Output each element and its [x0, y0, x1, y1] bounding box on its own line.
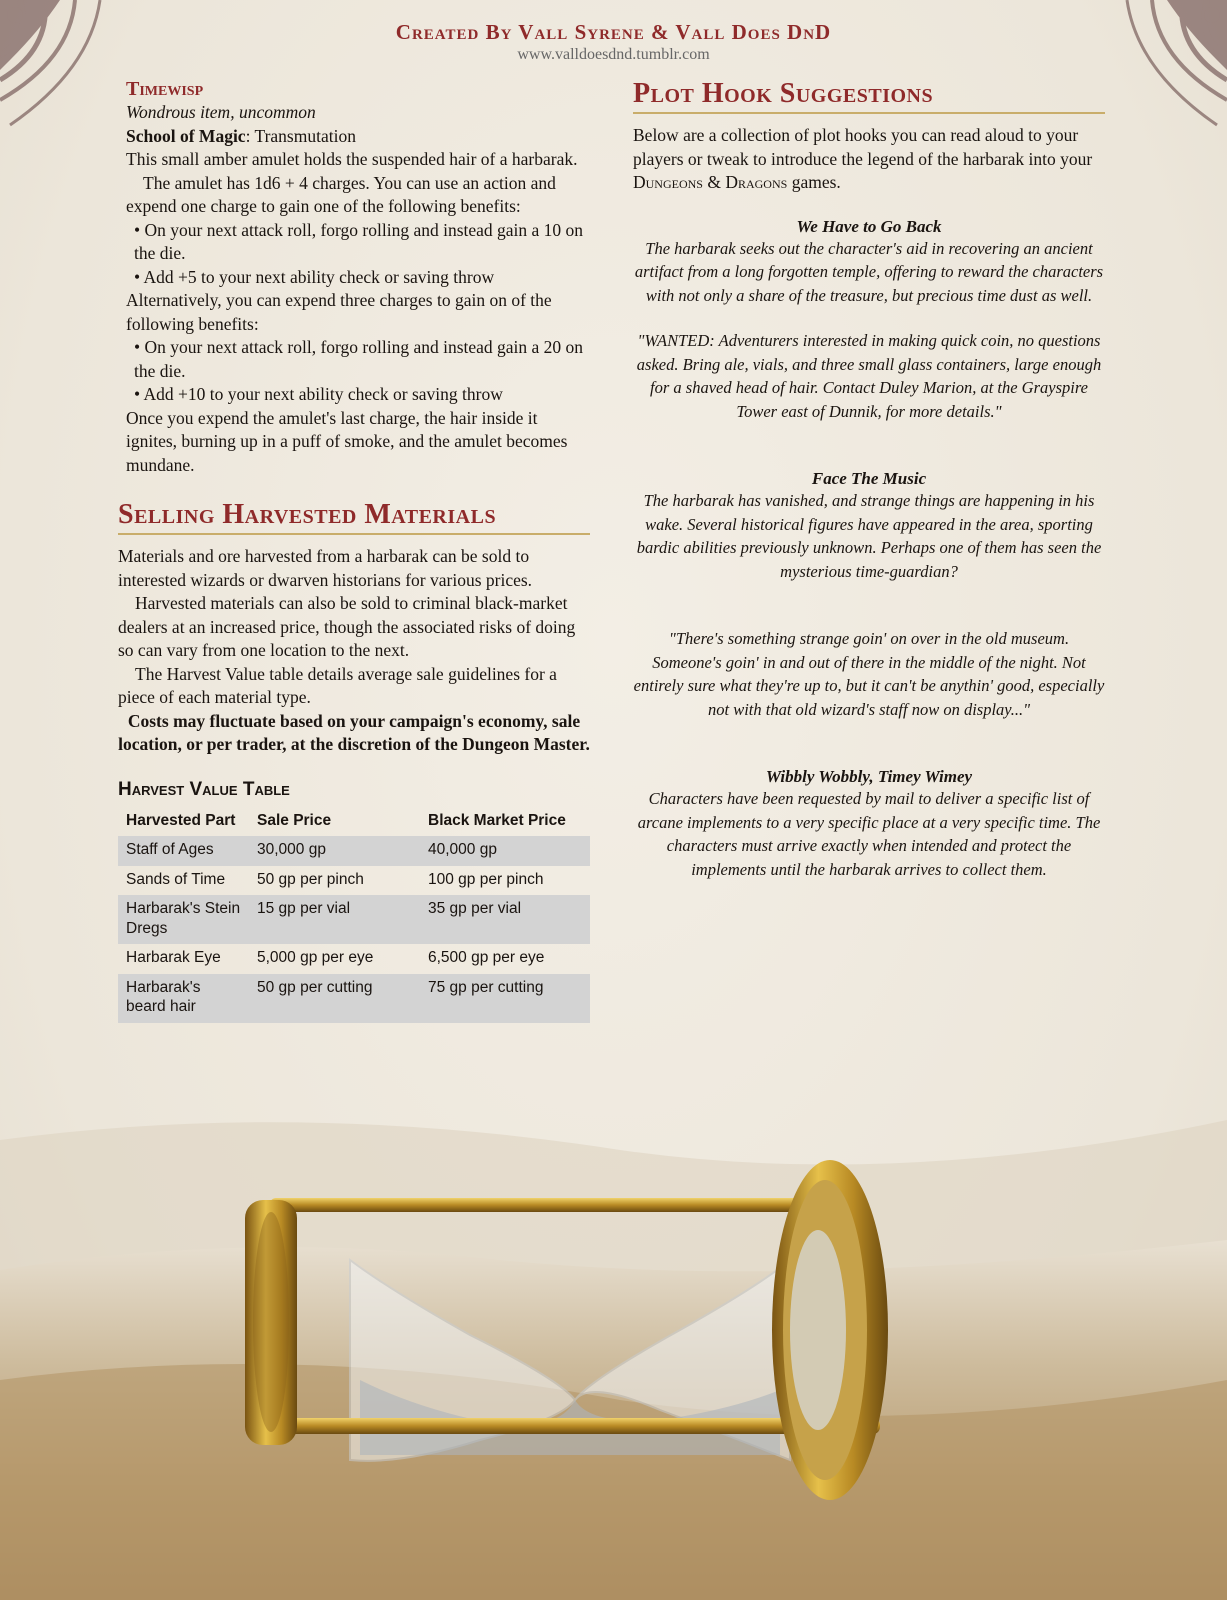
bullet-item: • On your next attack roll, forgo rolling and instead gain a 10 on the die.	[134, 219, 584, 263]
plot-hook-quote: "WANTED: Adventurers interested in making quick coin, no questions asked. Bring ale, vials, and three small glass containers, large enough for a shaved head of hair. Contact Duley Marion, at the Grayspire Tower east of Dunnik, for more details."	[636, 331, 1102, 421]
table-cell: Staff of Ages	[118, 836, 249, 866]
table-row	[118, 866, 590, 896]
item-school-label: School of Magic	[126, 125, 246, 146]
plot-hook-text: Characters have been requested by mail to deliver a specific list of arcane implements to a very specific place at a very specific time. The characters must arrive exactly when intended and protect the implements until the harbarak arrives to collect them.	[637, 789, 1101, 879]
selling-section-body	[118, 545, 590, 757]
plot-hook-title: We Have to Go Back	[796, 216, 942, 236]
selling-section-title: Selling Harvested Materials	[118, 499, 590, 535]
left-column	[118, 78, 590, 1023]
table-title: Harvest Value Table	[118, 778, 290, 800]
plot-hook	[633, 217, 1105, 424]
hourglass-illustration	[0, 1080, 1227, 1600]
table-row	[118, 974, 590, 1023]
table-cell: 100 gp per pinch	[428, 870, 544, 888]
bullet-item: • On your next attack roll, forgo rolling and instead gain a 20 on the die.	[134, 337, 584, 381]
bullet-text: Add +5 to your next ability check or saving throw	[143, 266, 495, 287]
table-header-cell: Sale Price	[257, 811, 332, 829]
plot-intro-pre: Below are a collection of plot hooks you can read aloud to your players or tweak to introduce the legend of the harbarak into your	[633, 125, 1093, 169]
plot-intro-post: games.	[787, 172, 841, 192]
page-header	[0, 20, 1227, 64]
table-cell: 50 gp per cutting	[249, 974, 420, 1023]
table-cell: 40,000 gp	[420, 836, 590, 866]
plot-hook-text: The harbarak seeks out the character's aid in recovering an ancient artifact from a long forgotten temple, offering to reward the characters with not only a share of the treasure, but precious time dust as well.	[634, 238, 1104, 305]
selling-paragraph: Harvested materials can also be sold to criminal black-market dealers at an increased price, though the associated risks of doing so can vary from one location to the next.	[118, 593, 576, 660]
table-row	[118, 836, 590, 866]
selling-paragraph: The Harvest Value table details average sale guidelines for a piece of each material type.	[118, 663, 557, 707]
item-paragraph: This small amber amulet holds the suspended hair of a harbarak.	[126, 149, 578, 169]
plot-section-title: Plot Hook Suggestions	[633, 78, 1105, 114]
table-cell: Harbarak's beard hair	[118, 974, 249, 1023]
bullet-text: Add +10 to your next ability check or saving throw	[143, 384, 503, 404]
table-header-cell: Black Market Price	[428, 811, 566, 829]
plot-intro-game: Dungeons & Dragons	[633, 172, 788, 192]
table-cell: Sands of Time	[126, 870, 226, 888]
selling-note: Costs may fluctuate based on your campaign's economy, sale location, or per trader, at the discretion of the Dungeon Master.	[118, 710, 590, 754]
table-row	[118, 895, 590, 944]
credit-line: Created By Vall Syrene & Vall Does DnD	[395, 20, 832, 44]
harvest-value-table	[118, 807, 590, 1023]
plot-hook	[633, 767, 1105, 881]
plot-hook-title: Wibbly Wobbly, Timey Wimey	[765, 767, 973, 786]
table-cell: Harbarak Eye	[126, 949, 221, 966]
table-cell: 15 gp per vial	[249, 895, 420, 944]
table-cell: 30,000 gp	[249, 836, 420, 866]
item-school	[126, 125, 590, 149]
plot-hook-title: Face The Music	[811, 469, 927, 488]
bullet-item: • Add +5 to your next ability check or saving throw	[134, 266, 495, 287]
bullet-text: On your next attack roll, forgo rolling and instead gain a 10 on the die.	[134, 219, 584, 263]
right-column	[633, 78, 1105, 881]
item-paragraph: The amulet has 1d6 + 4 charges. You can use an action and expend one charge to gain one of the following benefits:	[126, 172, 556, 216]
table-header-cell: Harvested Part	[126, 811, 236, 829]
plot-hook	[633, 469, 1105, 721]
website-url: www.valldoesdnd.tumblr.com	[517, 46, 710, 63]
table-cell: 50 gp per pinch	[257, 870, 364, 888]
bullet-item: • Add +10 to your next ability check or saving throw	[134, 384, 503, 404]
table-cell: 75 gp per cutting	[420, 974, 590, 1023]
table-cell: Harbarak's Stein Dregs	[118, 895, 249, 944]
plot-intro	[633, 124, 1105, 195]
item-school-value: : Transmutation	[245, 125, 356, 146]
item-type: Wondrous item, uncommon	[126, 102, 316, 122]
table-cell: 35 gp per vial	[420, 895, 590, 944]
selling-paragraph: Materials and ore harvested from a harbarak can be sold to interested wizards or dwarven historians for various prices.	[118, 546, 533, 590]
item-closing: Once you expend the amulet's last charge, the hair inside it ignites, burning up in a puff of smoke, and the amulet becomes mundane.	[126, 407, 568, 475]
plot-hook-text: The harbarak has vanished, and strange things are happening in his wake. Several historical figures have appeared in the area, sporting bardic abilities previously unknown. Perhaps one of them has seen the mysterious time-guardian?	[636, 491, 1102, 581]
table-row	[118, 944, 590, 974]
table-cell: 6,500 gp per eye	[428, 949, 545, 966]
bullet-text: On your next attack roll, forgo rolling and instead gain a 20 on the die.	[134, 337, 584, 381]
table-header-row	[118, 807, 590, 837]
item-description	[118, 101, 590, 477]
plot-hook-quote: "There's something strange goin' on over in the old museum. Someone's goin' in and out of there in the middle of the night. Not entirely sure what they're up to, but it can't be anythin' good, especially not with that old wizard's staff now on display..."	[633, 629, 1105, 719]
table-cell: 5,000 gp per eye	[257, 949, 374, 966]
item-alt-text: Alternatively, you can expend three charges to gain on of the following benefits:	[126, 290, 552, 334]
item-name: Timewisp	[126, 78, 204, 100]
